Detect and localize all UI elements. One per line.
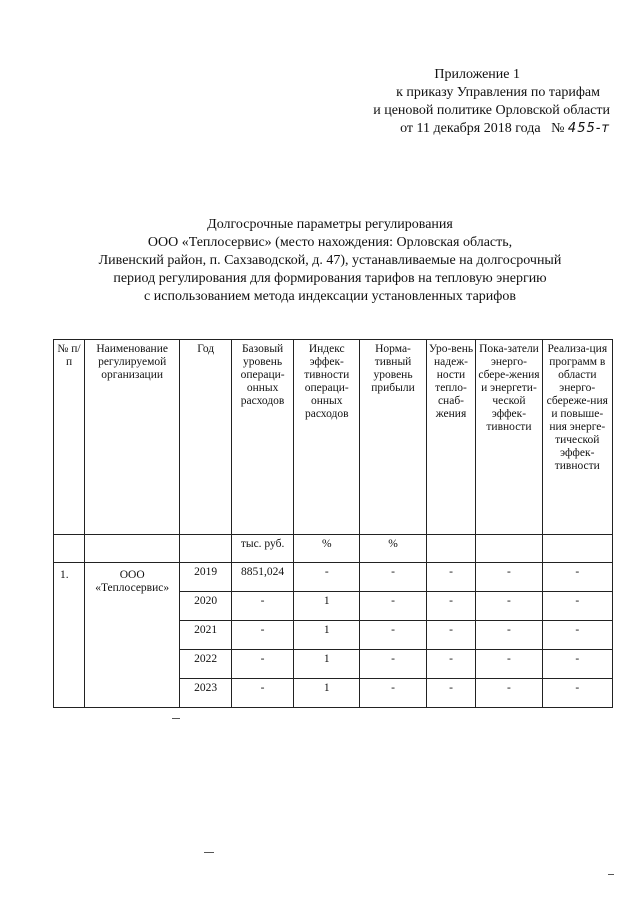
reliability-cell: - bbox=[426, 563, 476, 592]
parameters-table bbox=[53, 339, 613, 708]
appendix-authority-line: и ценовой политике Орловской области bbox=[373, 103, 610, 118]
unit-cell: тыс. руб. bbox=[232, 535, 294, 563]
unit-cell bbox=[85, 535, 180, 563]
appendix-order-line: к приказу Управления по тарифам bbox=[396, 85, 600, 100]
indicators-cell: - bbox=[476, 679, 542, 708]
profit-cell: - bbox=[360, 621, 426, 650]
scan-speck bbox=[608, 874, 614, 875]
title-line-3: Ливенский район, п. Сахзаводской, д. 47), устанавливаемые на долгосрочный bbox=[98, 253, 562, 268]
table-row bbox=[54, 563, 613, 592]
base-cell: 8851,024 bbox=[232, 563, 294, 592]
year-cell: 2021 bbox=[180, 621, 232, 650]
unit-cell: % bbox=[294, 535, 360, 563]
unit-cell bbox=[476, 535, 542, 563]
base-cell: - bbox=[232, 621, 294, 650]
profit-cell: - bbox=[360, 679, 426, 708]
reliability-cell: - bbox=[426, 621, 476, 650]
index-cell: 1 bbox=[294, 650, 360, 679]
base-cell: - bbox=[232, 679, 294, 708]
header-cell: Наименование регулируемой организации bbox=[85, 340, 180, 535]
programs-cell: - bbox=[542, 621, 612, 650]
reliability-cell: - bbox=[426, 679, 476, 708]
base-cell: - bbox=[232, 592, 294, 621]
programs-cell: - bbox=[542, 679, 612, 708]
header-cell: Индекс эффек-тивности операци-онных расходов bbox=[294, 340, 360, 535]
index-cell: 1 bbox=[294, 679, 360, 708]
handwritten-order-number: 455-т bbox=[567, 121, 610, 136]
profit-cell: - bbox=[360, 592, 426, 621]
header-cell: Пока-затели энерго-сбере-жения и энергети-ческой эффек-тивности bbox=[476, 340, 542, 535]
indicators-cell: - bbox=[476, 650, 542, 679]
profit-cell: - bbox=[360, 563, 426, 592]
scan-speck bbox=[204, 852, 214, 853]
programs-cell: - bbox=[542, 650, 612, 679]
row-number: 1. bbox=[54, 563, 85, 708]
appendix-title: Приложение 1 bbox=[434, 67, 520, 82]
reliability-cell: - bbox=[426, 592, 476, 621]
reliability-cell: - bbox=[426, 650, 476, 679]
year-cell: 2022 bbox=[180, 650, 232, 679]
unit-cell: % bbox=[360, 535, 426, 563]
year-cell: 2023 bbox=[180, 679, 232, 708]
organization-name: ООО «Теплосервис» bbox=[85, 563, 180, 708]
unit-cell bbox=[54, 535, 85, 563]
indicators-cell: - bbox=[476, 592, 542, 621]
title-line-1: Долгосрочные параметры регулирования bbox=[207, 217, 453, 232]
programs-cell: - bbox=[542, 592, 612, 621]
appendix-date-line bbox=[300, 120, 610, 138]
title-line-4: период регулирования для формирования тарифов на тепловую энергию bbox=[113, 271, 547, 286]
profit-cell: - bbox=[360, 650, 426, 679]
index-cell: 1 bbox=[294, 592, 360, 621]
unit-cell bbox=[180, 535, 232, 563]
header-cell: Уро-вень надеж-ности тепло-снаб-жения bbox=[426, 340, 476, 535]
header-cell: № п/п bbox=[54, 340, 85, 535]
header-cell: Год bbox=[180, 340, 232, 535]
header-cell: Реализа-ция программ в области энерго-сбереже-ния и повыше-ния энерге-тической эффек-тивности bbox=[542, 340, 612, 535]
document-title bbox=[60, 216, 600, 306]
index-cell: - bbox=[294, 563, 360, 592]
number-sign: № bbox=[551, 121, 565, 136]
indicators-cell: - bbox=[476, 621, 542, 650]
year-cell: 2020 bbox=[180, 592, 232, 621]
base-cell: - bbox=[232, 650, 294, 679]
table-header-row bbox=[54, 340, 613, 535]
header-cell: Базовый уровень операци-онных расходов bbox=[232, 340, 294, 535]
appendix-block bbox=[300, 66, 610, 138]
index-cell: 1 bbox=[294, 621, 360, 650]
unit-cell bbox=[542, 535, 612, 563]
title-line-5: с использованием метода индексации установленных тарифов bbox=[144, 289, 516, 304]
indicators-cell: - bbox=[476, 563, 542, 592]
title-line-2: ООО «Теплосервис» (место нахождения: Орловская область, bbox=[147, 235, 513, 250]
table-units-row bbox=[54, 535, 613, 563]
scan-speck bbox=[172, 718, 180, 719]
unit-cell bbox=[426, 535, 476, 563]
header-cell: Норма-тивный уровень прибыли bbox=[360, 340, 426, 535]
appendix-date: от 11 декабря 2018 года bbox=[400, 121, 541, 136]
year-cell: 2019 bbox=[180, 563, 232, 592]
programs-cell: - bbox=[542, 563, 612, 592]
